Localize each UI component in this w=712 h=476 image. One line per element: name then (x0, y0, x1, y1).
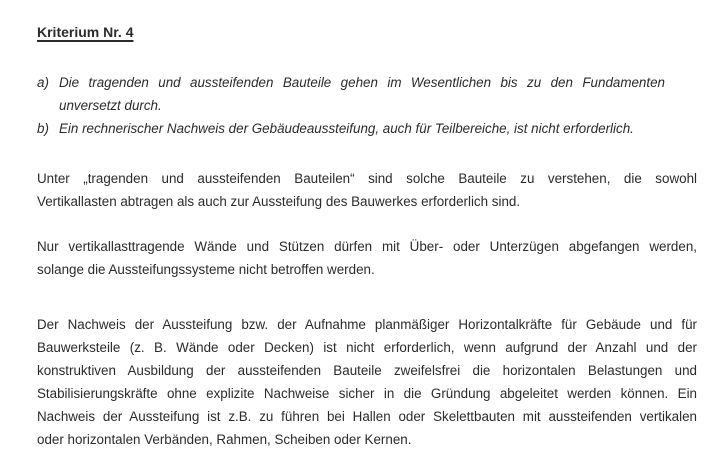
list-item-b (37, 117, 665, 140)
list-item-a-text (59, 71, 665, 117)
text-line: Der Nachweis der Aussteifung bzw. der Aufnahme planmäßiger Horizontalkräfte für Gebäude und für (37, 317, 697, 332)
text-line: oder horizontalen Verbänden, Rahmen, Scheiben oder Kernen. (37, 432, 412, 447)
list-marker-a: a) (37, 75, 49, 90)
text-line: Stabilisierungskräfte ohne explizite Nachweise sicher in die Gründung abgeleitet werden können. Ein (37, 386, 697, 401)
paragraph-nachweis (37, 313, 697, 451)
text-line: solange die Aussteifungssysteme nicht betroffen werden. (37, 262, 375, 277)
list-item-b-text (59, 117, 665, 140)
text-line: konstruktiven Ausbildung der aussteifenden Bauteile zweifelsfrei die horizontalen Belastungen und (37, 363, 697, 378)
paragraph-definition (37, 167, 697, 213)
text-line: Vertikallasten abtragen als auch zur Aussteifung des Bauwerkes erforderlich sind. (37, 194, 521, 209)
criteria-list (37, 71, 665, 140)
text-line: Die tragenden und aussteifenden Bauteile gehen im Wesentlichen bis zu den Fundamenten (59, 75, 665, 90)
document-content (37, 22, 697, 451)
text-line: unversetzt durch. (59, 98, 162, 113)
list-item-a (37, 71, 665, 117)
list-marker-b: b) (37, 121, 49, 136)
text-line: Ein rechnerischer Nachweis der Gebäudeaussteifung, auch für Teilbereiche, ist nicht erforderlich. (59, 121, 634, 136)
paragraph-walls-columns (37, 235, 697, 281)
section-heading: Kriterium Nr. 4 (37, 24, 134, 40)
text-line: Unter „tragenden und aussteifenden Bauteilen“ sind solche Bauteile zu verstehen, die sowohl (37, 171, 697, 186)
text-line: Bauwerksteile (z. B. Wände oder Decken) ist nicht erforderlich, wenn aufgrund der Anzahl und der (37, 340, 697, 355)
text-line: Nachweis der Aussteifung ist z.B. zu führen bei Hallen oder Skelettbauten mit aussteifenden vertikalen (37, 409, 697, 424)
text-line: Nur vertikallasttragende Wände und Stützen dürfen mit Über- oder Unterzügen abgefangen werden, (37, 239, 697, 254)
